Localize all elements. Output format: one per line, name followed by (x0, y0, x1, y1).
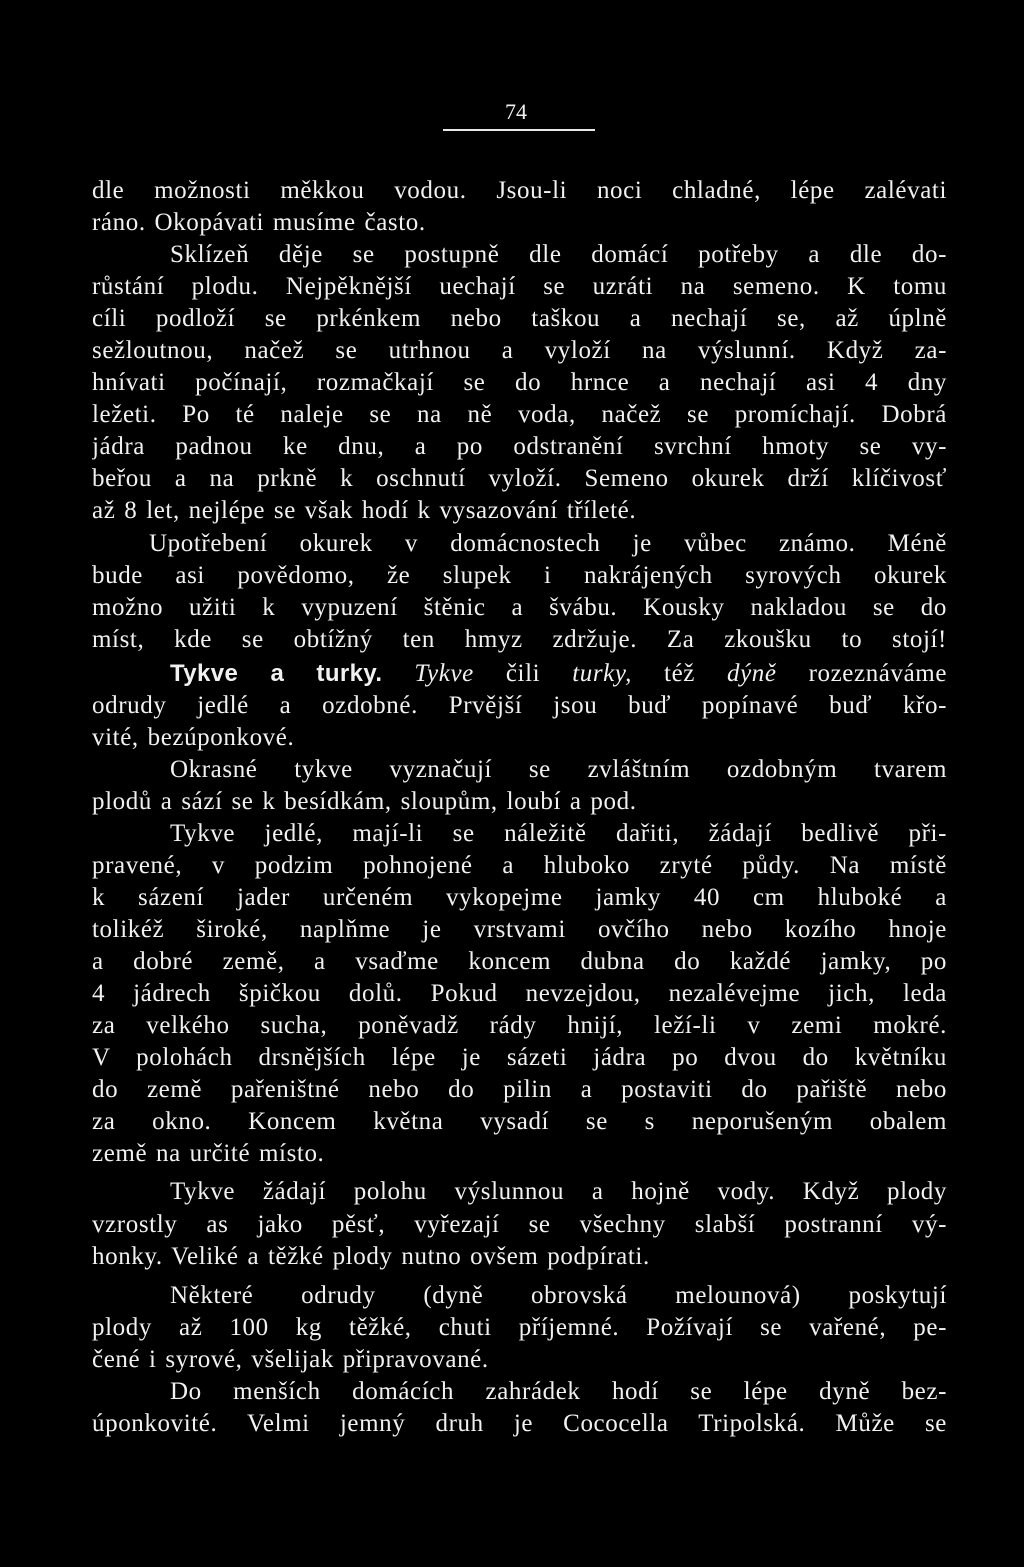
paragraph (92, 175, 947, 239)
text-line: Okrasné tykve vyznačují se zvláštním ozdobným tvarem (170, 755, 947, 783)
text-line: plody až 100 kg těžké, chuti příjemné. Požívají se vařené, pe- (92, 1313, 947, 1341)
text-line: honky. Veliké a těžké plody nutno ovšem podpírati. (92, 1242, 650, 1270)
italic-term: dýně (726, 659, 777, 687)
text-segment: čili (505, 659, 541, 687)
text-line: Upotřebení okurek v domácnostech je vůbec známo. Méně (149, 529, 947, 557)
text-line: Sklízeň děje se postupně dle domácí potřeby a dle do- (170, 241, 947, 269)
paragraph (92, 528, 947, 656)
text-line: dle možnosti měkkou vodou. Jsou-li noci chladné, lépe zalévati (92, 177, 947, 204)
paragraph (92, 754, 947, 818)
text-line: bude asi povědomo, že slupek i nakrájených syrových okurek (92, 561, 947, 589)
text-line: Tykve jedlé, mají-li se náležitě dařiti, žádají bedlivě při- (170, 819, 947, 847)
text-line: možno užiti k vypuzení štěnic a švábu. Kousky nakladou se do (92, 593, 947, 621)
page-body (92, 175, 947, 1440)
text-segment: rozeznáváme (808, 659, 947, 687)
text-line: a dobré země, a vsaďme koncem dubna do každé jamky, po (92, 948, 947, 976)
text-line: beřou a na prkně k oschnutí vyloží. Semeno okurek drží klíčivosť (92, 465, 947, 493)
text-line: až 8 let, nejlépe se však hodí k vysazování tříleté. (92, 497, 637, 525)
text-line: Některé odrudy (dyně obrovská melounová) poskytují (170, 1281, 947, 1309)
page-number: 74 (505, 99, 527, 124)
italic-term: Tykve (414, 659, 474, 687)
text-line: ležeti. Po té naleje se na ně voda, načež se promíchají. Dobrá (92, 401, 947, 429)
text-line: země na určité místo. (92, 1140, 325, 1168)
text-line (92, 658, 947, 690)
text-line: plodů a sází se k besídkám, sloupům, loubí a pod. (92, 787, 637, 815)
text-line: k sázení jader určeném vykopejme jamky 40 cm hluboké a (92, 884, 947, 912)
text-line: za okno. Koncem května vysadí se s neporušeným obalem (92, 1108, 947, 1136)
text-line: hnívati počínají, rozmačkají se do hrnce a nechají asi 4 dny (92, 369, 947, 397)
text-line: Do menších domácích zahrádek hodí se lépe dyně bez- (170, 1377, 947, 1405)
text-line: pravené, v podzim pohnojené a hluboko zryté půdy. Na místě (92, 851, 947, 879)
italic-term: turky, (572, 659, 633, 687)
paragraph (92, 239, 947, 527)
paragraph (92, 1280, 947, 1376)
text-line: tolikéž široké, naplňme je vrstvami ovčího nebo kozího hnoje (92, 916, 947, 944)
text-line: Tykve žádají polohu výslunnou a hojně vody. Když plody (170, 1178, 947, 1206)
text-line: za velkého sucha, poněvadž rády hnijí, leží-li v zemi mokré. (92, 1012, 947, 1040)
text-line: do země pařeništné nebo do pilin a postaviti do pařiště nebo (92, 1076, 947, 1104)
text-line: odrudy jedlé a ozdobné. Prvější jsou buď popínavé buď křo- (92, 691, 947, 719)
text-line: úponkovité. Velmi jemný druh je Cococella Tripolská. Může se (92, 1409, 947, 1437)
paragraph (92, 818, 947, 1171)
text-line: vité, bezúponkové. (92, 723, 295, 751)
text-line: V polohách drsnějších lépe je sázeti jádra po dvou do květníku (92, 1044, 947, 1072)
text-line: čené i syrové, všelijak připravované. (92, 1345, 489, 1373)
text-line: ráno. Okopávati musíme často. (92, 209, 426, 237)
header-rule (443, 129, 595, 131)
text-line: míst, kde se obtížný ten hmyz zdržuje. Za zkoušku to stojí! (92, 625, 947, 653)
text-line: cíli podloží se prkénkem nebo taškou a nechají se, až úplně (92, 305, 947, 333)
paragraph (92, 1376, 947, 1440)
text-line: růstání plodu. Nejpěknější uechají se uzráti na semeno. K tomu (92, 273, 947, 301)
text-line: sežloutnou, načež se utrhnou a vyloží na výslunní. Když za- (92, 337, 947, 365)
paragraph (92, 658, 947, 754)
paragraph (92, 1176, 947, 1272)
text-line: 4 jádrech špičkou dolů. Pokud nevzejdou, nezalévejme jich, leda (92, 980, 947, 1008)
text-line: vzrostly as jako pěsť, vyřezají se všechny slabší postranní vý- (92, 1210, 947, 1238)
section-heading: Tykve a turky. (170, 659, 383, 687)
text-line: jádra padnou ke dnu, a po odstranění svrchní hmoty se vy- (92, 433, 947, 461)
text-segment: též (664, 659, 695, 687)
